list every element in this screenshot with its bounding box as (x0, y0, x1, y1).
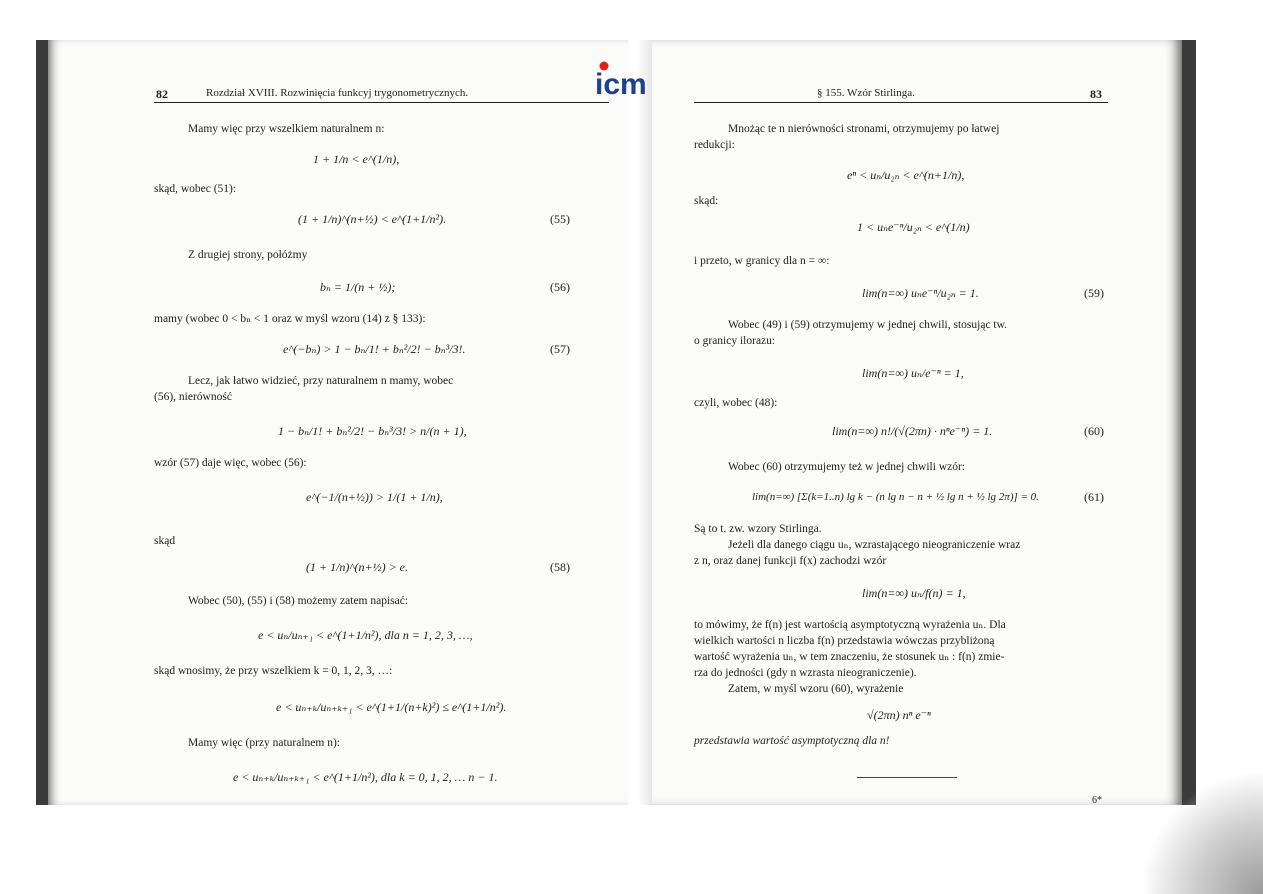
right-line-2: redukcji: (694, 139, 735, 151)
right-line-23: Zatem, w myśl wzoru (60), wyrażenie (728, 683, 904, 695)
left-eq-number-56: (56) (550, 280, 570, 294)
left-eq-number-57: (57) (550, 342, 570, 356)
right-line-13: Wobec (60) otrzymujemy też w jednej chwili wzór: (728, 461, 965, 473)
left-line-14: skąd (154, 535, 176, 547)
left-eq-56: bₙ = 1/(n + ½); (320, 280, 396, 294)
left-line-12: wzór (57) daje więc, wobec (56): (154, 457, 307, 469)
right-page-number: 83 (1090, 87, 1102, 101)
left-eq-ratio: e < uₙ/uₙ₊₁ < e^(1+1/n²), dla n = 1, 2, 3, …, (258, 628, 473, 642)
left-page-number: 82 (156, 87, 168, 101)
left-page (36, 40, 628, 805)
left-eq-ineq: 1 − bₙ/1! + bₙ²/2! − bₙ³/3! > n/(n + 1), (278, 424, 467, 438)
right-eq-60: lim(n=∞) n!/(√(2πn) · nⁿe⁻ⁿ) = 1. (832, 424, 993, 438)
right-eq-ineq-1: eⁿ < uₙ/u₂ₙ < e^(n+1/n), (847, 168, 965, 182)
left-eq-exp: e^(−1/(n+½)) > 1/(1 + 1/n), (306, 490, 443, 504)
right-line-17: z n, oraz danej funkcji f(x) zachodzi wzór (694, 555, 887, 567)
right-signature-mark: 6* (1092, 795, 1102, 805)
right-line-9: o granicy ilorazu: (694, 335, 776, 347)
left-eq-ratio-k: e < uₙ₊ₖ/uₙ₊ₖ₊₁ < e^(1+1/(n+k)²) ≤ e^(1+1/n²). (276, 700, 507, 714)
left-eq-ratio-final: e < uₙ₊ₖ/uₙ₊ₖ₊₁ < e^(1+1/n²), dla k = 0, 1, 2, … n − 1. (233, 770, 498, 784)
right-eq-61: lim(n=∞) [Σ(k=1..n) lg k − (n lg n − n + ½ lg n + ½ lg 2π)] = 0. (752, 491, 1039, 503)
left-eq-number-58: (58) (550, 560, 570, 574)
right-end-rule (857, 777, 957, 778)
right-line-15: Są to t. zw. wzory Stirlinga. (694, 523, 822, 535)
left-header-rule (154, 102, 609, 103)
left-running-header: Rozdział XVIII. Rozwinięcia funkcyj trygonometrycznych. (206, 87, 469, 99)
right-line-21: wartość wyrażenia uₙ, w tem znaczeniu, że stosunek uₙ : f(n) zmie- (694, 651, 1005, 663)
right-eq-number-61: (61) (1084, 490, 1104, 504)
left-eq-number-55: (55) (550, 212, 570, 226)
svg-text:icm: icm (595, 68, 647, 100)
left-line-1: Mamy więc przy wszelkiem naturalnem n: (188, 123, 385, 135)
right-eq-lim: lim(n=∞) uₙ/e⁻ⁿ = 1, (862, 366, 964, 380)
left-line-7: mamy (wobec 0 < bₙ < 1 oraz w myśl wzoru (14) z § 133): (154, 313, 426, 325)
right-eq-asymptotic: √(2πn) nⁿ e⁻ⁿ (867, 708, 931, 722)
right-eq-ineq-2: 1 < uₙe⁻ⁿ/u₂ₙ < e^(1/n) (857, 220, 970, 234)
right-eq-59: lim(n=∞) uₙe⁻ⁿ/u₂ₙ = 1. (862, 286, 979, 300)
left-line-18: skąd wnosimy, że przy wszelkiem k = 0, 1, 2, 3, …: (154, 665, 393, 677)
left-line-16: Wobec (50), (55) i (58) możemy zatem napisać: (188, 595, 409, 607)
right-line-4: skąd: (694, 195, 719, 207)
left-line-10: (56), nierówność (154, 391, 232, 403)
right-running-header: § 155. Wzór Stirlinga. (817, 87, 915, 99)
right-line-16: Jeżeli dla danego ciągu uₙ, wzrastającego nieograniczenie wraz (728, 539, 1021, 551)
right-eq-number-59: (59) (1084, 286, 1104, 300)
right-page (652, 40, 1196, 805)
right-line-22: rza do jedności (gdy n wzrasta nieograniczenie). (694, 667, 917, 679)
right-line-19: to mówimy, że f(n) jest wartością asymptotyczną wyrażenia uₙ. Dla (694, 619, 1006, 631)
left-line-9: Lecz, jak łatwo widzieć, przy naturalnem n mamy, wobec (188, 375, 454, 387)
left-line-5: Z drugiej strony, połóżmy (188, 249, 308, 261)
right-line-8: Wobec (49) i (59) otrzymujemy w jednej chwili, stosując tw. (728, 319, 1008, 331)
right-header-rule (694, 102, 1108, 103)
scan-shadow (1140, 770, 1263, 894)
right-line-25: przedstawia wartość asymptotyczną dla n! (694, 735, 890, 747)
right-line-1: Mnożąc te n nierówności stronami, otrzymujemy po łatwej (728, 123, 1000, 135)
right-eq-lim-f: lim(n=∞) uₙ/f(n) = 1, (862, 586, 966, 600)
left-eq-58: (1 + 1/n)^(n+½) > e. (306, 560, 408, 574)
left-eq-57: e^(−bₙ) > 1 − bₙ/1! + bₙ²/2! − bₙ³/3!. (283, 342, 466, 356)
right-line-6: i przeto, w granicy dla n = ∞: (694, 255, 830, 267)
left-line-3: skąd, wobec (51): (154, 183, 237, 195)
left-line-20: Mamy więc (przy naturalnem n): (188, 737, 340, 749)
left-eq-1: 1 + 1/n < e^(1/n), (313, 152, 400, 166)
right-line-11: czyli, wobec (48): (694, 397, 778, 409)
left-eq-55: (1 + 1/n)^(n+½) < e^(1+1/n²). (298, 212, 447, 226)
right-line-20: wielkich wartości n liczba f(n) przedstawia wówczas przybliżoną (694, 635, 995, 647)
right-eq-number-60: (60) (1084, 424, 1104, 438)
